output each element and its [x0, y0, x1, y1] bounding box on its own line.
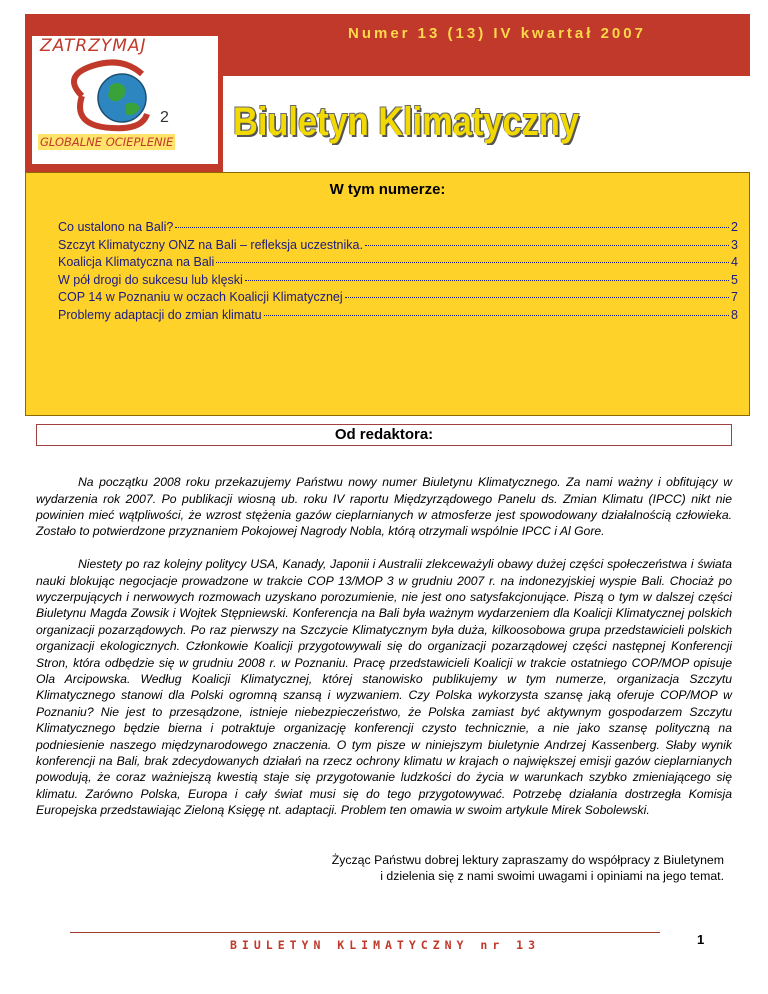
toc-leader-dots: [264, 315, 729, 316]
toc-item-title: Szczyt Klimatyczny ONZ na Bali – refleksja uczestnika.: [58, 237, 363, 252]
toc-item-title: Problemy adaptacji do zmian klimatu: [58, 307, 262, 322]
closing-line-2: i dzielenia się z nami swoimi uwagami i opiniami na jego temat.: [380, 869, 724, 884]
toc-item-title: COP 14 w Poznaniu w oczach Koalicji Klimatycznej: [58, 290, 343, 304]
closing-line-1: Życząc Państwu dobrej lektury zapraszamy do współpracy z Biuletynem: [331, 853, 724, 867]
toc-item-page: 2: [731, 220, 738, 234]
globe-co2-icon: [52, 56, 202, 136]
toc-heading: W tym numerze:: [329, 181, 446, 198]
logo-bottom-text: GLOBALNE OCIEPLENIE: [40, 135, 174, 149]
table-of-contents: [25, 172, 750, 416]
editorial-closing: [204, 852, 724, 885]
editorial-paragraph-2: Niestety po raz kolejny politycy USA, Kanady, Japonii i Australii zlekceważyli obawy dużej części społeczeństwa i świata nauki blokując negocjacje prowadzone w trakcie COP 13/MOP 3 w grudniu 2007 r. na indonezyjskiej wyspie Bali. Chociaż po wyczerpujących i nerwowych rozmowach uzyskano porozumienie, nie jest ono satysfakcjonujące. Piszą o tym w dalszej części Biuletynu Magda Zowsik i Wojtek Stępniewski. Konferencja na Bali była ważnym wydarzeniem dla Koalicji Klimatycznej polskich organizacji pozarządowych. Po raz pierwszy na Szczycie Klimatycznym była duża, kilkoosobowa grupa przedstawicieli polskich organizacji ekologicznych. Członkowie Koalicji przygotowywali się do organizacji pozarządowej części następnej Konferencji Stron, która odbędzie się w grudniu 2008 r. w Poznaniu. Pracę przedstawicieli Koalicji w trakcie ostatniego COP/MOP opisuje Ola Arcipowska. Według Koalicji Klimatycznej, której stanowisko publikujemy w tym numerze, organizacja Szczytu Klimatycznego stanowi dla Polski ogromną szansą i wyzwaniem. Czy Polska wykorzysta szansę jaką oferuje COP/MOP w Poznaniu? Nie jest to przesądzone, istnieje niebezpieczeństwo, że Polska zamiast być aktywnym gospodarzem Szczytu Klimatycznego będzie bierna i potraktuje organizację konferencji czysto technicznie, a nie jako szansę polityczną na podniesienie naszego międzynarodowego znaczenia. O tym pisze w niniejszym biuletynie Andrzej Kassenberg. Słaby wynik konferencji na Bali, brak zdecydowanych działań na rzecz ochrony klimatu w krajach o największej emisji gazów cieplarnianych powodują, że coraz ważniejszą kwestią staje się przygotowanie ludzkości do życia w warunkach szybko zmieniającego się klimatu. Zarówno Polska, Europa i cały świat musi się do tego przygotowywać. Potrzebę działania dostrzegła Komisja Europejska przedstawiając Zieloną Księgę nt. adaptacji. Problem ten omawia w swoim artykule Mirek Sobolewski.: [36, 557, 732, 818]
toc-item-title: Co ustalono na Bali?: [58, 220, 174, 234]
newsletter-title: Biuletyn Klimatyczny: [233, 100, 580, 144]
editorial-paragraph-1: Na początku 2008 roku przekazujemy Państwu nowy numer Biuletynu Klimatycznego. Za nami ważny i obfitujący w wydarzenia rok 2007. Po publikacji wiosną ub. roku IV raportu Międzyrządowego Panelu ds. Zmian Klimatu (IPCC) nikt nie powinien mieć wątpliwości, że wzrost stężenia gazów cieplarnianych w atmosferze jest spowodowany działalnością człowieka. Zostało to potwierdzone przyznaniem Pokojowej Nagrody Nobla, którą otrzymali wspólnie IPCC i Al Gore.: [36, 475, 732, 539]
page-number: 1: [697, 932, 705, 947]
toc-item-page: 4: [731, 255, 738, 269]
toc-item-page: 8: [731, 307, 738, 322]
toc-item-page: 7: [731, 290, 738, 304]
toc-item[interactable]: [58, 219, 738, 237]
toc-item-page: 5: [731, 272, 738, 287]
toc-item[interactable]: [58, 237, 738, 255]
toc-item[interactable]: [58, 307, 738, 325]
toc-leader-dots: [245, 280, 729, 281]
toc-list: [58, 219, 738, 324]
co2-subscript: 2: [160, 109, 169, 126]
toc-leader-dots: [216, 262, 729, 263]
toc-item[interactable]: [58, 254, 738, 272]
toc-item-page: 3: [731, 237, 738, 252]
toc-item-title: Koalicja Klimatyczna na Bali: [58, 255, 215, 269]
logo-top-text: ZATRZYMAJ: [40, 36, 147, 56]
toc-leader-dots: [365, 245, 729, 246]
title-panel: [223, 76, 750, 172]
footer-divider: [70, 932, 660, 933]
toc-item-title: W pół drogi do sukcesu lub klęski: [58, 272, 243, 287]
campaign-logo: [32, 36, 218, 164]
footer-publication-name: BIULETYN KLIMATYCZNY nr 13: [230, 938, 541, 952]
toc-leader-dots: [175, 227, 729, 228]
toc-item[interactable]: [58, 289, 738, 307]
toc-item[interactable]: [58, 272, 738, 290]
toc-leader-dots: [345, 297, 729, 298]
issue-number: Numer 13 (13) IV kwartał 2007: [348, 25, 646, 42]
editorial-heading: Od redaktora:: [36, 424, 732, 446]
